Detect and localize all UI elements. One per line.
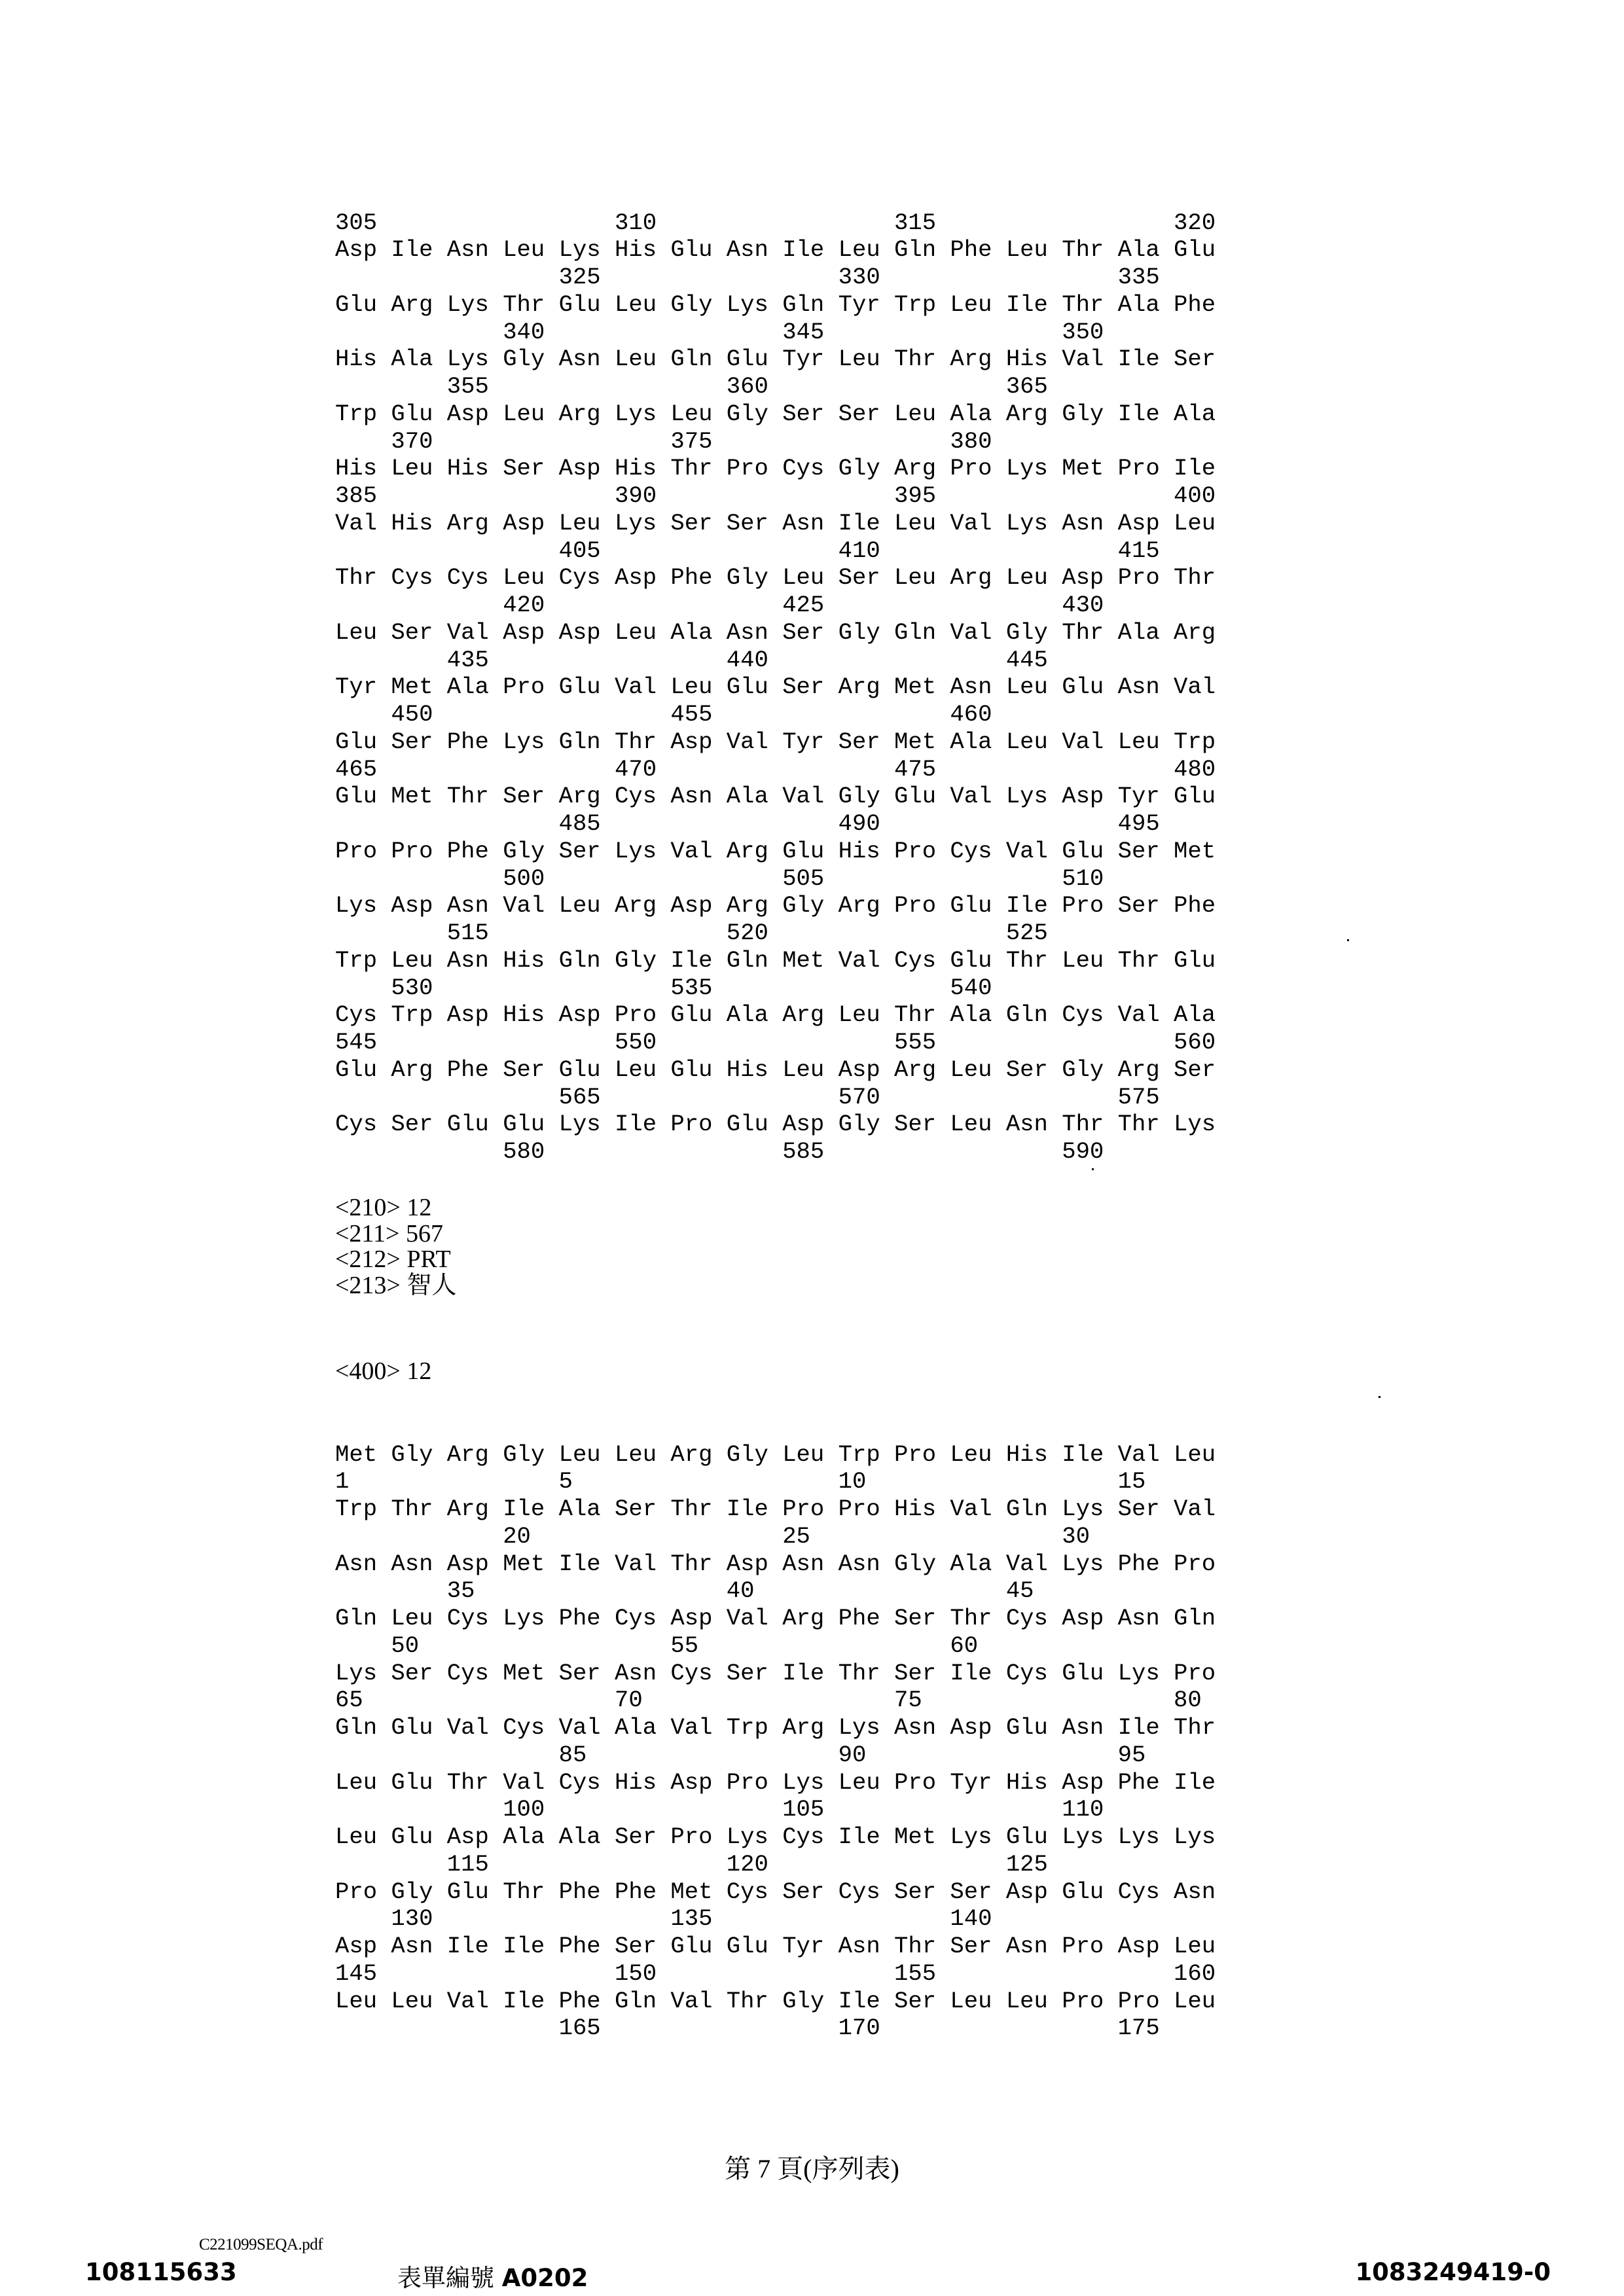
position-number-row: 50 55 60 bbox=[335, 1632, 979, 1659]
position-number-row: 500 505 510 bbox=[335, 865, 1104, 892]
residue-row: Lys Ser Cys Met Ser Asn Cys Ser Ile Thr Ser Ile Cys Glu Lys Pro bbox=[335, 1659, 1216, 1687]
residue-row: Leu Glu Asp Ala Ala Ser Pro Lys Cys Ile Met Lys Glu Lys Lys Lys bbox=[335, 1823, 1216, 1850]
position-number-row: 165 170 175 bbox=[335, 2015, 1160, 2042]
position-number-row: 130 135 140 bbox=[335, 1905, 992, 1933]
residue-row: Thr Cys Cys Leu Cys Asp Phe Gly Leu Ser Leu Arg Leu Asp Pro Thr bbox=[335, 564, 1216, 592]
position-number-row: 370 375 380 bbox=[335, 427, 992, 455]
residue-row: Glu Ser Phe Lys Gln Thr Asp Val Tyr Ser Met Ala Leu Val Leu Trp bbox=[335, 728, 1216, 755]
residue-row: Glu Met Thr Ser Arg Cys Asn Ala Val Gly Glu Val Lys Asp Tyr Glu bbox=[335, 783, 1216, 810]
sequence-block-12 bbox=[335, 1386, 1216, 2042]
position-number-row: 545 550 555 560 bbox=[335, 1029, 1216, 1056]
document-id: 1083249419-0 bbox=[1355, 2258, 1551, 2286]
sequence-block-continued bbox=[335, 154, 1216, 1166]
residue-row: His Ala Lys Gly Asn Leu Gln Glu Tyr Leu Thr Arg His Val Ile Ser bbox=[335, 346, 1216, 373]
residue-row: Asp Asn Ile Ile Phe Ser Glu Glu Tyr Asn Thr Ser Asn Pro Asp Leu bbox=[335, 1933, 1216, 1960]
residue-row: Tyr Met Ala Pro Glu Val Leu Glu Ser Arg Met Asn Leu Glu Asn Val bbox=[335, 673, 1216, 701]
residue-row: Asn Asn Asp Met Ile Val Thr Asp Asn Asn Gly Ala Val Lys Phe Pro bbox=[335, 1550, 1216, 1577]
scan-speck bbox=[1379, 1396, 1380, 1398]
position-number-row: 485 490 495 bbox=[335, 810, 1160, 837]
seq-id-tag-210: <210> 12 bbox=[335, 1194, 432, 1221]
position-number-row: 85 90 95 bbox=[335, 1741, 1146, 1768]
position-number-row: 405 410 415 bbox=[335, 537, 1160, 564]
position-number-row: 145 150 155 160 bbox=[335, 1960, 1216, 1987]
residue-row: Lys Asp Asn Val Leu Arg Asp Arg Gly Arg Pro Glu Ile Pro Ser Phe bbox=[335, 892, 1216, 920]
position-number-row: 420 425 430 bbox=[335, 592, 1104, 619]
residue-row: His Leu His Ser Asp His Thr Pro Cys Gly Arg Pro Lys Met Pro Ile bbox=[335, 455, 1216, 482]
residue-row: Gln Glu Val Cys Val Ala Val Trp Arg Lys Asn Asp Glu Asn Ile Thr bbox=[335, 1714, 1216, 1741]
position-number-row: 100 105 110 bbox=[335, 1796, 1104, 1823]
page-number-label: 第 7 頁(序列表) bbox=[725, 2154, 899, 2183]
position-number-row: 530 535 540 bbox=[335, 974, 992, 1001]
position-number-row: 355 360 365 bbox=[335, 373, 1048, 400]
position-number-row: 35 40 45 bbox=[335, 1577, 1034, 1605]
form-number-label: 表單編號 bbox=[397, 2264, 494, 2292]
sequence-400-label bbox=[335, 1359, 431, 1385]
residue-row: Val His Arg Asp Leu Lys Ser Ser Asn Ile Leu Val Lys Asn Asp Leu bbox=[335, 509, 1216, 537]
residue-row: Glu Arg Phe Ser Glu Leu Glu His Leu Asp Arg Leu Ser Gly Arg Ser bbox=[335, 1056, 1216, 1083]
application-number: 108115633 bbox=[85, 2258, 237, 2286]
residue-row: Trp Thr Arg Ile Ala Ser Thr Ile Pro Pro His Val Gln Lys Ser Val bbox=[335, 1496, 1216, 1522]
position-number-row: 465 470 475 480 bbox=[335, 755, 1216, 783]
position-number-row: 1 5 10 15 bbox=[335, 1468, 1146, 1496]
residue-row: Met Gly Arg Gly Leu Leu Arg Gly Leu Trp Pro Leu His Ile Val Leu bbox=[335, 1441, 1216, 1468]
residue-row: Asp Ile Asn Leu Lys His Glu Asn Ile Leu Gln Phe Leu Thr Ala Glu bbox=[335, 236, 1216, 264]
position-number-row: 385 390 395 400 bbox=[335, 482, 1216, 509]
position-number-row: 340 345 350 bbox=[335, 318, 1104, 346]
seq-organism-tag-213: <213> 智人 bbox=[335, 1271, 457, 1299]
residue-row: Leu Ser Val Asp Asp Leu Ala Asn Ser Gly Gln Val Gly Thr Ala Arg bbox=[335, 619, 1216, 646]
residue-row: Cys Trp Asp His Asp Pro Glu Ala Arg Leu Thr Ala Gln Cys Val Ala bbox=[335, 1001, 1216, 1029]
residue-row: Cys Ser Glu Glu Lys Ile Pro Glu Asp Gly Ser Leu Asn Thr Thr Lys bbox=[335, 1111, 1216, 1138]
form-number bbox=[397, 2258, 588, 2293]
residue-row: Trp Glu Asp Leu Arg Lys Leu Gly Ser Ser Leu Ala Arg Gly Ile Ala bbox=[335, 400, 1216, 427]
position-number-row: 305 310 315 320 bbox=[335, 209, 1216, 236]
position-number-row: 20 25 30 bbox=[335, 1522, 1090, 1550]
position-number-row: 115 120 125 bbox=[335, 1850, 1048, 1878]
residue-row: Pro Gly Glu Thr Phe Phe Met Cys Ser Cys Ser Ser Asp Glu Cys Asn bbox=[335, 1878, 1216, 1905]
residue-row: Pro Pro Phe Gly Ser Lys Val Arg Glu His Pro Cys Val Glu Ser Met bbox=[335, 837, 1216, 865]
position-number-row: 65 70 75 80 bbox=[335, 1687, 1202, 1714]
file-name: C221099SEQA.pdf bbox=[199, 2236, 323, 2253]
residue-row: Leu Glu Thr Val Cys His Asp Pro Lys Leu Pro Tyr His Asp Phe Ile bbox=[335, 1768, 1216, 1796]
position-number-row: 435 440 445 bbox=[335, 646, 1048, 673]
position-number-row: 325 330 335 bbox=[335, 264, 1160, 291]
position-number-row: 565 570 575 bbox=[335, 1083, 1160, 1111]
residue-row: Glu Arg Lys Thr Glu Leu Gly Lys Gln Tyr Trp Leu Ile Thr Ala Phe bbox=[335, 291, 1216, 318]
position-number-row: 450 455 460 bbox=[335, 701, 992, 728]
position-number-row: 515 520 525 bbox=[335, 920, 1048, 946]
seq-tag-400: <400> 12 bbox=[335, 1357, 432, 1385]
scan-speck bbox=[1347, 939, 1349, 941]
scan-speck bbox=[1092, 1168, 1094, 1170]
residue-row: Gln Leu Cys Lys Phe Cys Asp Val Arg Phe Ser Thr Cys Asp Asn Gln bbox=[335, 1605, 1216, 1632]
residue-row: Leu Leu Val Ile Phe Gln Val Thr Gly Ile Ser Leu Leu Pro Pro Leu bbox=[335, 1987, 1216, 2015]
sequence-header-block bbox=[335, 1195, 456, 1299]
form-number-code: A0202 bbox=[501, 2264, 588, 2292]
seq-type-tag-212: <212> PRT bbox=[335, 1246, 451, 1273]
seq-length-tag-211: <211> 567 bbox=[335, 1219, 443, 1247]
position-number-row: 580 585 590 bbox=[335, 1138, 1104, 1165]
residue-row: Trp Leu Asn His Gln Gly Ile Gln Met Val Cys Glu Thr Leu Thr Glu bbox=[335, 946, 1216, 974]
